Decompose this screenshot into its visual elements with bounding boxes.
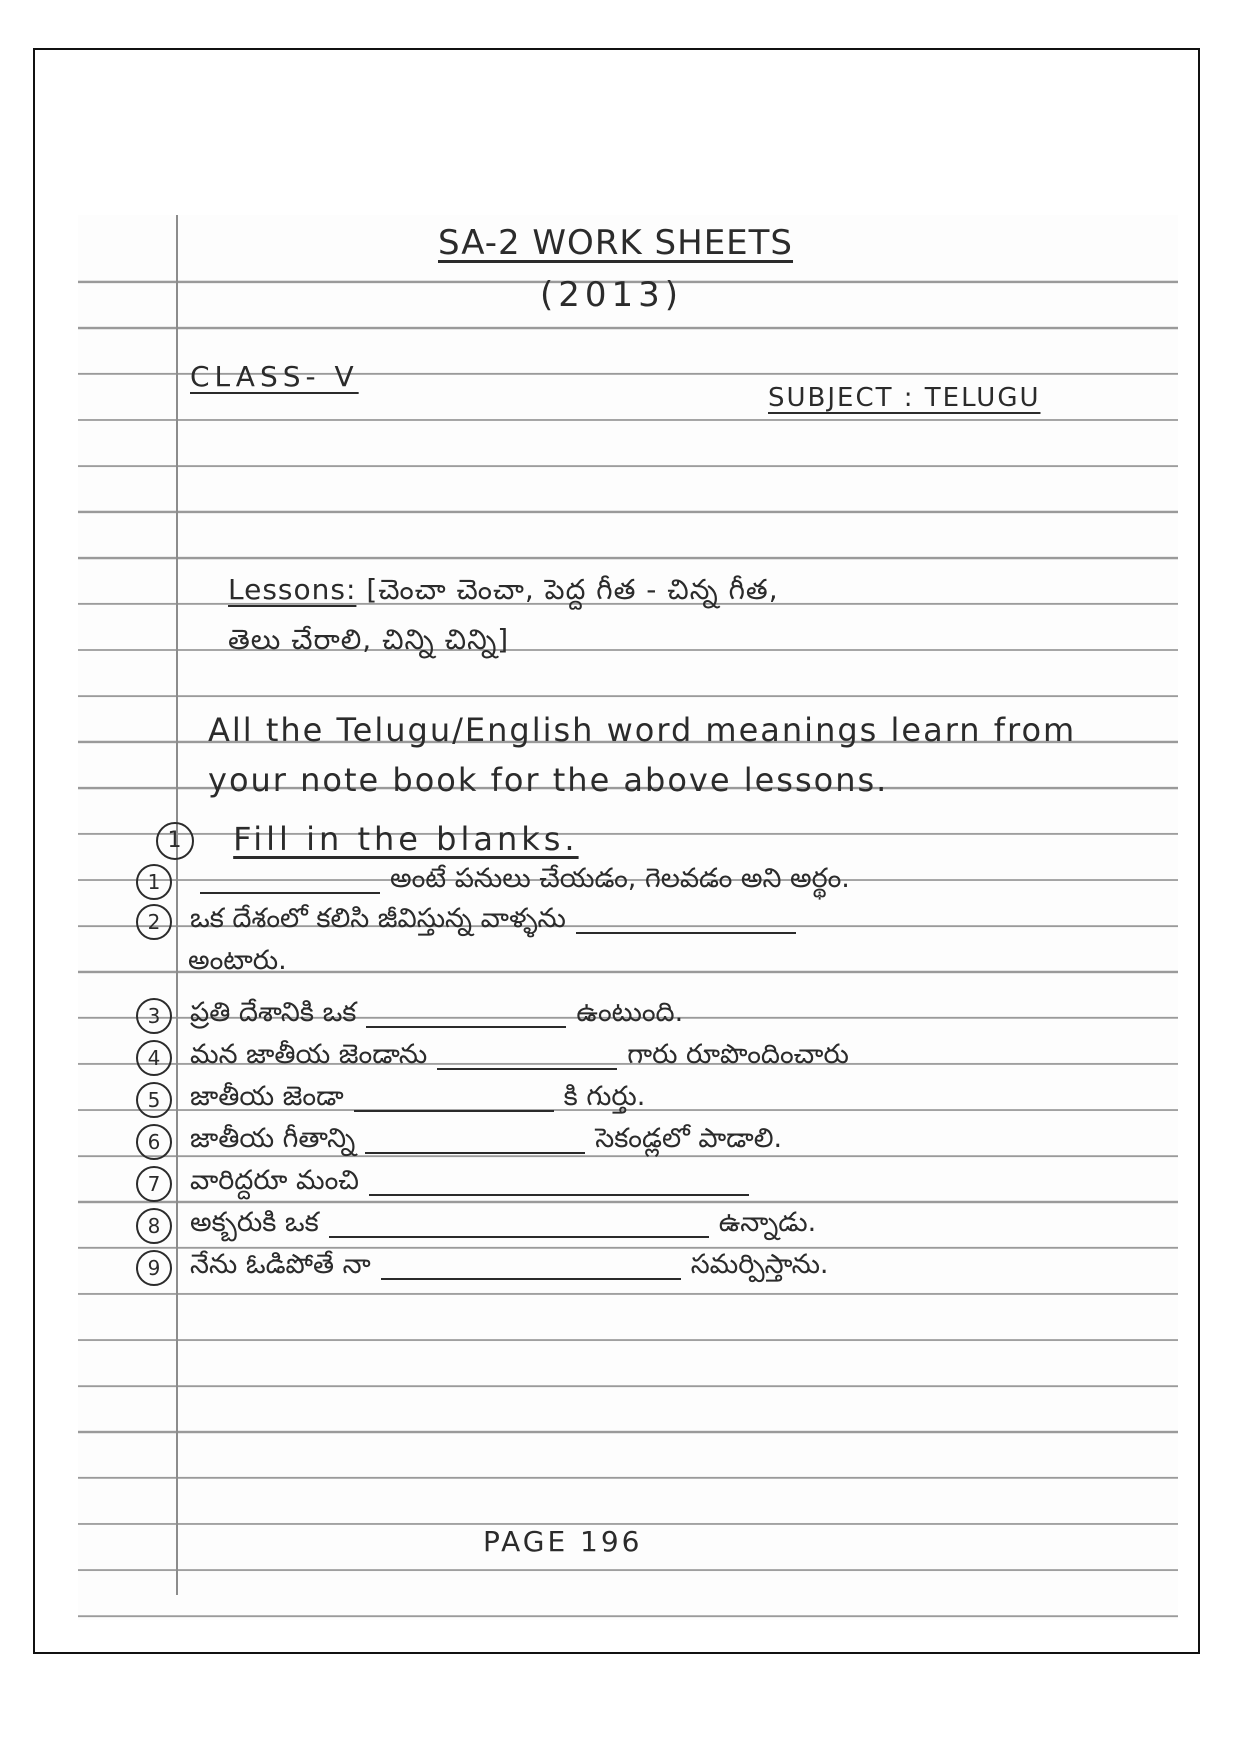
- question-number: 3: [136, 998, 172, 1034]
- question-number: 7: [136, 1166, 172, 1202]
- question-4: [136, 1039, 849, 1077]
- question-text-before: ప్రతి దేశానికి ఒక: [190, 997, 357, 1028]
- question-8: [136, 1207, 816, 1245]
- question-text-before: నేను ఓడిపోతే నా: [190, 1249, 371, 1280]
- worksheet-year: (2013): [540, 275, 684, 315]
- question-text-after: సెకండ్లలో పాడాలి.: [595, 1123, 783, 1154]
- question-text-before: వారిద్దరూ మంచి: [190, 1165, 359, 1196]
- question-number: 4: [136, 1040, 172, 1076]
- question-text-after: గారు రూపొందించారు: [627, 1039, 849, 1070]
- section-heading: [156, 820, 579, 860]
- question-5: [136, 1081, 645, 1119]
- question-9: [136, 1249, 829, 1287]
- question-number: 5: [136, 1082, 172, 1118]
- question-text-before: జాతీయ జెండా: [190, 1081, 344, 1112]
- question-text-after: ఉంటుంది.: [576, 997, 684, 1028]
- answer-blank[interactable]: [365, 1130, 585, 1154]
- question-number: 8: [136, 1208, 172, 1244]
- answer-blank[interactable]: [354, 1088, 554, 1112]
- answer-blank[interactable]: [437, 1046, 617, 1070]
- question-number: 1: [136, 864, 172, 900]
- worksheet-title: SA-2 WORK SHEETS: [438, 223, 794, 263]
- note-line-2: your note book for the above lessons.: [208, 761, 889, 799]
- question-text-before: మన జాతీయ జెండాను: [190, 1039, 428, 1070]
- lessons-block: [228, 565, 779, 665]
- question-text-after: కి గుర్తు.: [563, 1081, 646, 1112]
- ruled-sheet: [78, 215, 1178, 1620]
- question-text-after: సమర్పిస్తాను.: [690, 1249, 829, 1280]
- lessons-line-1: [చెంచా చెంచా, పెద్ద గీత - చిన్న గీత,: [366, 573, 779, 606]
- answer-blank[interactable]: [366, 1004, 566, 1028]
- subject-label: SUBJECT : TELUGU: [768, 383, 1041, 413]
- question-7: [136, 1165, 759, 1203]
- question-text-before: జాతీయ గీతాన్ని: [190, 1123, 356, 1154]
- question-number: 6: [136, 1124, 172, 1160]
- question-number: 2: [136, 904, 172, 940]
- lessons-line-2: తెలు చేరాలి, చిన్ని చిన్ని]: [228, 623, 510, 656]
- answer-blank[interactable]: [200, 870, 380, 894]
- answer-blank[interactable]: [576, 910, 796, 934]
- question-text-after: అంటే పనులు చేయడం, గెలవడం అని అర్థం.: [390, 863, 850, 894]
- question-2-continuation: అంటారు.: [188, 945, 287, 976]
- instruction-note: [208, 705, 1076, 805]
- question-number: 9: [136, 1250, 172, 1286]
- answer-blank[interactable]: [329, 1214, 709, 1238]
- answer-blank[interactable]: [381, 1256, 681, 1280]
- class-label: CLASS- V: [190, 360, 359, 393]
- lessons-label: Lessons:: [228, 573, 357, 606]
- question-text-before: ఒక దేశంలో కలిసి జీవిస్తున్న వాళ్ళను: [190, 903, 566, 934]
- question-text-after: ఉన్నాడు.: [718, 1207, 817, 1238]
- page-number: PAGE 196: [483, 1525, 643, 1558]
- question-6: [136, 1123, 782, 1161]
- question-2: [136, 903, 806, 941]
- section-title: Fill in the blanks.: [233, 820, 579, 858]
- note-line-1: All the Telugu/English word meanings learn from: [208, 711, 1077, 749]
- question-1: [136, 863, 850, 901]
- answer-blank[interactable]: [369, 1172, 749, 1196]
- section-number: 1: [156, 822, 194, 860]
- question-3: [136, 997, 683, 1035]
- question-text-before: అక్బరుకి ఒక: [190, 1207, 319, 1238]
